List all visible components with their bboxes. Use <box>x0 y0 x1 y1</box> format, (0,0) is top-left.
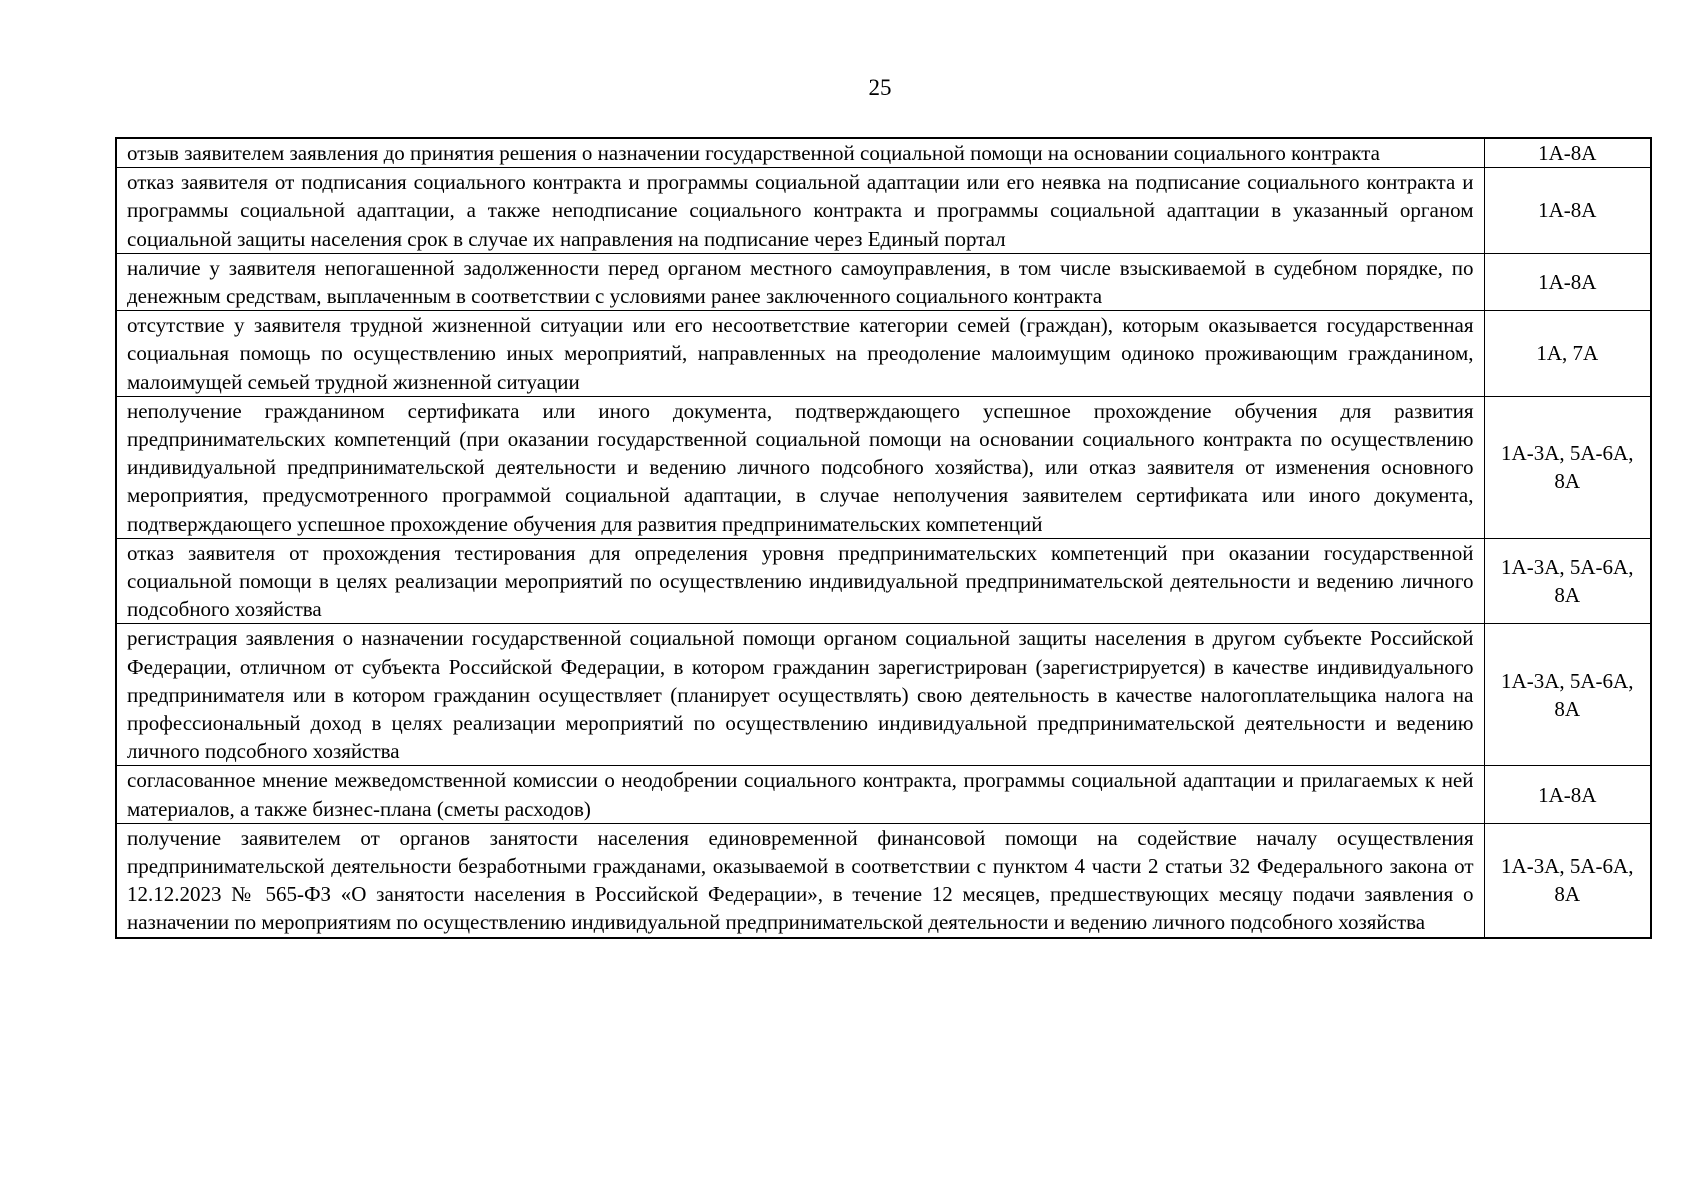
reason-cell: согласованное мнение межведомственной комиссии о неодобрении социального контракта, программы социальной адаптации и прилагаемых к ней материалов, а также бизнес-плана (сметы расходов) <box>116 766 1484 823</box>
codes-cell: 1А-3А, 5А-6А, 8А <box>1484 538 1651 624</box>
table-row <box>116 311 1651 397</box>
codes-cell: 1А-8А <box>1484 168 1651 254</box>
codes-cell: 1А, 7А <box>1484 311 1651 397</box>
table-row <box>116 396 1651 538</box>
reason-cell: неполучение гражданином сертификата или иного документа, подтверждающего успешное прохождение обучения для развития предпринимательских компетенций (при оказании государственной социальной помощи на основании социального контракта по осуществлению индивидуальной предпринимательской деятельности и ведению личного подсобного хозяйства), или отказ заявителя от изменения основного мероприятия, предусмотренного программой социальной адаптации, в случае неполучения заявителем сертификата или иного документа, подтверждающего успешное прохождение обучения для развития предпринимательских компетенций <box>116 396 1484 538</box>
reason-cell: регистрация заявления о назначении государственной социальной помощи органом социальной защиты населения в другом субъекте Российской Федерации, отличном от субъекта Российской Федерации, в котором гражданин зарегистрирован (зарегистрируется) в качестве индивидуального предпринимателя или в котором гражданин осуществляет (планирует осуществлять) свою деятельность в качестве налогоплательщика налога на профессиональный доход в целях реализации мероприятий по осуществлению индивидуальной предпринимательской деятельности и ведению личного подсобного хозяйства <box>116 624 1484 766</box>
table-row <box>116 823 1651 937</box>
table-row <box>116 253 1651 310</box>
table-row <box>116 168 1651 254</box>
reason-cell: отказ заявителя от подписания социального контракта и программы социальной адаптации или его неявка на подписание социального контракта и программы социальной адаптации, а также неподписание социального контракта и программы социальной адаптации в указанный органом социальной защиты населения срок в случае их направления на подписание через Единый портал <box>116 168 1484 254</box>
codes-cell: 1А-8А <box>1484 138 1651 168</box>
codes-cell: 1А-8А <box>1484 766 1651 823</box>
reason-cell: отказ заявителя от прохождения тестирования для определения уровня предпринимательских компетенций при оказании государственной социальной помощи в целях реализации мероприятий по осуществлению индивидуальной предпринимательской деятельности и ведению личного подсобного хозяйства <box>116 538 1484 624</box>
codes-cell: 1А-8А <box>1484 253 1651 310</box>
reason-cell: получение заявителем от органов занятости населения единовременной финансовой помощи на содействие началу осуществления предпринимательской деятельности безработными гражданами, оказываемой в соответствии с пунктом 4 части 2 статьи 32 Федерального закона от 12.12.2023 № 565-ФЗ «О занятости населения в Российской Федерации», в течение 12 месяцев, предшествующих месяцу подачи заявления о назначении по мероприятиям по осуществлению индивидуальной предпринимательской деятельности и ведению личного подсобного хозяйства <box>116 823 1484 937</box>
table-row <box>116 138 1651 168</box>
codes-cell: 1А-3А, 5А-6А, 8А <box>1484 823 1651 937</box>
table-row <box>116 766 1651 823</box>
reason-cell: отсутствие у заявителя трудной жизненной ситуации или его несоответствие категории семей (граждан), которым оказывается государственная социальная помощь по осуществлению иных мероприятий, направленных на преодоление малоимущим одиноко проживающим гражданином, малоимущей семьей трудной жизненной ситуации <box>116 311 1484 397</box>
reason-cell: отзыв заявителем заявления до принятия решения о назначении государственной социальной помощи на основании социального контракта <box>116 138 1484 168</box>
codes-cell: 1А-3А, 5А-6А, 8А <box>1484 624 1651 766</box>
table-row <box>116 538 1651 624</box>
table-row <box>116 624 1651 766</box>
codes-cell: 1А-3А, 5А-6А, 8А <box>1484 396 1651 538</box>
reason-cell: наличие у заявителя непогашенной задолженности перед органом местного самоуправления, в том числе взыскиваемой в судебном порядке, по денежным средствам, выплаченным в соответствии с условиями ранее заключенного социального контракта <box>116 253 1484 310</box>
refusal-grounds-table <box>115 137 1652 939</box>
page-number: 25 <box>868 75 892 100</box>
